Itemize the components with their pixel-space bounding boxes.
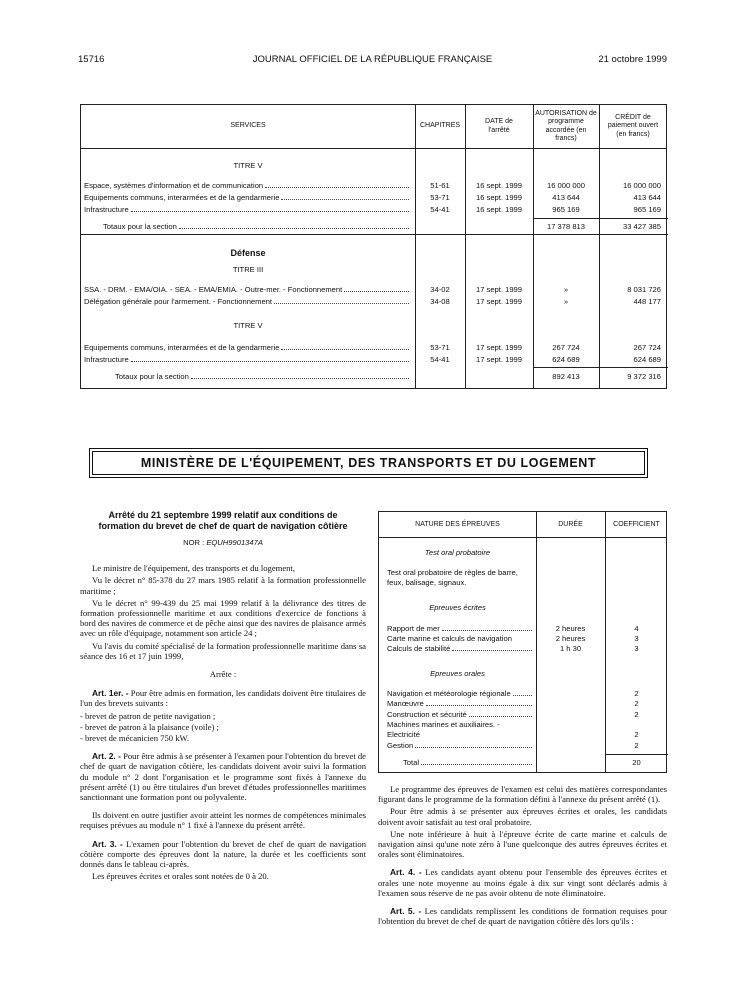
test-oral-text: Test oral probatoire de règles de barre, feux, balisage, signaux. bbox=[387, 568, 518, 587]
total-row: Totaux pour la section bbox=[115, 372, 411, 382]
paragraph: Pour être admis à se présenter aux épreuves écrites et orales, les candidats doivent avoir satisfait au test oral probatoire. bbox=[378, 806, 667, 827]
col-header-chapitres: CHAPITRES bbox=[419, 122, 461, 130]
list-item: - brevet de patron de petite navigation ; bbox=[80, 710, 216, 721]
paragraph: Les épreuves écrites et orales sont notées de 0 à 20. bbox=[92, 871, 269, 882]
coef-cell: 2 bbox=[634, 699, 639, 708]
exam-row: Construction et sécurité bbox=[387, 710, 534, 720]
section-heading: Epreuves écrites bbox=[429, 603, 486, 612]
ap-cell: 16 000 000 bbox=[546, 181, 585, 190]
chapter-cell: 54-41 bbox=[430, 355, 450, 364]
total-row: Totaux pour la section bbox=[103, 222, 411, 232]
total-ap: 892 413 bbox=[552, 372, 580, 381]
duree-cell: 2 heures bbox=[555, 634, 586, 643]
date-cell: 17 sept. 1999 bbox=[475, 297, 523, 306]
date-cell: 16 sept. 1999 bbox=[475, 181, 523, 190]
decree-right-column bbox=[378, 784, 667, 928]
table-row: SSA. - DRM. - EMA/OIA. - SEA. - EMA/EMIA. - Outre-mer. - Fonctionnement bbox=[84, 285, 411, 295]
col-header-credit: CRÉDIT de paiement ouvert (en francs) bbox=[607, 113, 659, 138]
date-cell: 17 sept. 1999 bbox=[475, 355, 523, 364]
col-header-nature: NATURE DES ÉPREUVES bbox=[415, 521, 500, 528]
total-coef: 20 bbox=[632, 758, 641, 767]
article-1: Art. 1er. - Pour être admis en formation, les candidats doivent être titulaires de l'un des brevets suivants : bbox=[80, 688, 366, 709]
table-row: Délégation générale pour l'armement. - Fonctionnement bbox=[84, 297, 411, 307]
table-row: Equipements communs, interarmées et de la gendarmerie bbox=[84, 343, 411, 353]
ap-cell: 267 724 bbox=[552, 343, 580, 352]
exam-row: Navigation et météorologie régionale bbox=[387, 689, 534, 699]
ap-cell: 965 169 bbox=[552, 205, 580, 214]
titre-heading: TITRE III bbox=[232, 265, 264, 274]
col-header-duree: DURÉE bbox=[558, 521, 583, 528]
article-2: Art. 2. - Pour être admis à se présenter à l'examen pour l'obtention du brevet de chef de quart de navigation côtière, les candidats doivent avoir suivi la formation du module n° 2 dont l'organisation et le programme sont fixés à l'annexe du présent arrêté (1) ou être titulaires d'un brevet d'études professionnelles maritimes sanctionnant une formation pont ou polyvalente. bbox=[80, 751, 366, 803]
chapter-cell: 53-71 bbox=[430, 343, 450, 352]
coef-cell: 2 bbox=[634, 689, 639, 698]
exam-row: Carte marine et calculs de navigation bbox=[387, 634, 512, 643]
table-row: Equipements communs, interarmées et de la gendarmerie bbox=[84, 193, 411, 203]
cp-cell: 8 031 726 bbox=[627, 285, 661, 294]
paragraph: Vu le décret n° 85-378 du 27 mars 1985 relatif à la formation professionnelle maritime ; bbox=[80, 575, 366, 596]
paragraph: Une note inférieure à huit à l'épreuve écrite de carte marine et calculs de navigation ainsi qu'une note zéro à l'une quelconque des autres épreuves écrites et orales sont éliminatoires. bbox=[378, 828, 667, 860]
coef-cell: 3 bbox=[634, 634, 639, 643]
col-header-autorisation: AUTORISATION de programme accordée (en francs) bbox=[535, 109, 597, 142]
cp-cell: 448 177 bbox=[633, 297, 661, 306]
total-cp: 33 427 385 bbox=[622, 222, 661, 231]
paragraph: Vu le décret n° 99-439 du 25 mai 1999 relatif à la délivrance des titres de formation professionnelle maritime et aux conditions d'exercice de fonctions à bord des navires de commerce et de pêche ainsi que des navires de plaisance armés avec un rôle d'équipage, notamment son article 24 ; bbox=[80, 597, 366, 639]
col-header-date: DATE de l'arrêté bbox=[485, 118, 513, 134]
chapter-cell: 34-08 bbox=[430, 297, 450, 306]
issue-date: 21 octobre 1999 bbox=[598, 54, 667, 65]
table-row: Infrastructure bbox=[84, 355, 411, 365]
col-header-coef: COEFFICIENT bbox=[613, 521, 660, 528]
list-item: - brevet de patron à la plaisance (voile) ; bbox=[80, 721, 219, 732]
journal-title: JOURNAL OFFICIEL DE LA RÉPUBLIQUE FRANÇAISE bbox=[252, 54, 493, 65]
cp-cell: 16 000 000 bbox=[622, 181, 661, 190]
date-cell: 16 sept. 1999 bbox=[475, 193, 523, 202]
date-cell: 17 sept. 1999 bbox=[475, 343, 523, 352]
credits-table bbox=[80, 104, 667, 389]
nor-reference: NOR : EQUH9901347A bbox=[183, 538, 263, 547]
coef-cell: 2 bbox=[634, 741, 639, 750]
coef-cell: 2 bbox=[634, 710, 639, 719]
article-3: Art. 3. - L'examen pour l'obtention du brevet de chef de quart de navigation côtière comporte des épreuves dont la nature, la durée et les coefficients sont donnés dans le tableau ci-après. bbox=[80, 838, 366, 870]
ap-cell: » bbox=[563, 297, 569, 306]
section-heading: Test oral probatoire bbox=[424, 548, 491, 557]
table-row: Infrastructure bbox=[84, 205, 411, 215]
coef-cell: 3 bbox=[634, 644, 639, 653]
date-cell: 16 sept. 1999 bbox=[475, 205, 523, 214]
paragraph: Ils doivent en outre justifier avoir atteint les normes de compétences minimales requises prévues au module n° 1 fixé à l'annexe du présent arrêté. bbox=[80, 810, 366, 831]
exam-row: Rapport de mer bbox=[387, 624, 534, 634]
exam-row: Manœuvre bbox=[387, 699, 534, 709]
paragraph: Le programme des épreuves de l'examen est celui des matières correspondantes figurant dans le programme de la formation défini à l'annexe du présent arrêté (1). bbox=[378, 784, 667, 805]
table-row: Espace, systèmes d'information et de communication bbox=[84, 181, 411, 191]
ap-cell: 624 689 bbox=[552, 355, 580, 364]
exam-row: Gestion bbox=[387, 741, 534, 751]
list-item: - brevet de mécanicien 750 kW. bbox=[80, 733, 189, 744]
article-5: Art. 5. - Les candidats remplissent les conditions de formation requises pour l'obtention du brevet de chef de quart de navigation côtière dès lors qu'ils : bbox=[378, 906, 668, 927]
exam-row: Machines marines et auxiliaires. - Electricité bbox=[387, 720, 500, 739]
exam-table bbox=[378, 511, 667, 773]
decree-left-column bbox=[80, 510, 366, 883]
exam-row: Calculs de stabilité bbox=[387, 644, 534, 654]
titre-heading: TITRE V bbox=[233, 321, 263, 330]
total-ap: 17 378 813 bbox=[546, 222, 585, 231]
section-heading: Epreuves orales bbox=[430, 669, 485, 678]
ap-cell: 413 644 bbox=[552, 193, 580, 202]
date-cell: 17 sept. 1999 bbox=[475, 285, 523, 294]
cp-cell: 965 169 bbox=[633, 205, 661, 214]
paragraph: Vu l'avis du comité spécialisé de la formation professionnelle maritime dans sa séance des 16 et 17 juin 1999, bbox=[80, 640, 366, 661]
duree-cell: 1 h 30 bbox=[559, 644, 582, 653]
cp-cell: 413 644 bbox=[633, 193, 661, 202]
chapter-cell: 34-02 bbox=[430, 285, 450, 294]
cp-cell: 267 724 bbox=[633, 343, 661, 352]
chapter-cell: 54-41 bbox=[430, 205, 450, 214]
ap-cell: » bbox=[563, 285, 569, 294]
duree-cell: 2 heures bbox=[555, 624, 586, 633]
article-4: Art. 4. - Les candidats ayant obtenu pour l'ensemble des épreuves écrites et orales une note moyenne au moins égale à dix sur vingt sont déclarés admis à l'examen sous réserve de ne pas avoir obtenu de note éliminatoire. bbox=[378, 867, 667, 898]
total-row: Total bbox=[403, 758, 534, 768]
ministry-banner: MINISTÈRE DE L'ÉQUIPEMENT, DES TRANSPORTS ET DU LOGEMENT bbox=[92, 451, 645, 475]
paragraph: Le ministre de l'équipement, des transports et du logement, bbox=[92, 563, 295, 574]
page-header bbox=[78, 54, 667, 68]
cp-cell: 624 689 bbox=[633, 355, 661, 364]
page-number: 15716 bbox=[78, 54, 105, 65]
section-heading: Défense bbox=[230, 248, 266, 258]
col-header-services: SERVICES bbox=[230, 122, 266, 130]
coef-cell: 2 bbox=[634, 730, 639, 739]
chapter-cell: 51-61 bbox=[430, 181, 450, 190]
decree-title: Arrêté du 21 septembre 1999 relatif aux conditions de formation du brevet de chef de quart de navigation côtière bbox=[98, 510, 348, 531]
arrete-label: Arrête : bbox=[209, 669, 237, 680]
titre-heading: TITRE V bbox=[233, 161, 263, 170]
coef-cell: 4 bbox=[634, 624, 639, 633]
total-cp: 9 372 316 bbox=[627, 372, 661, 381]
chapter-cell: 53-71 bbox=[430, 193, 450, 202]
